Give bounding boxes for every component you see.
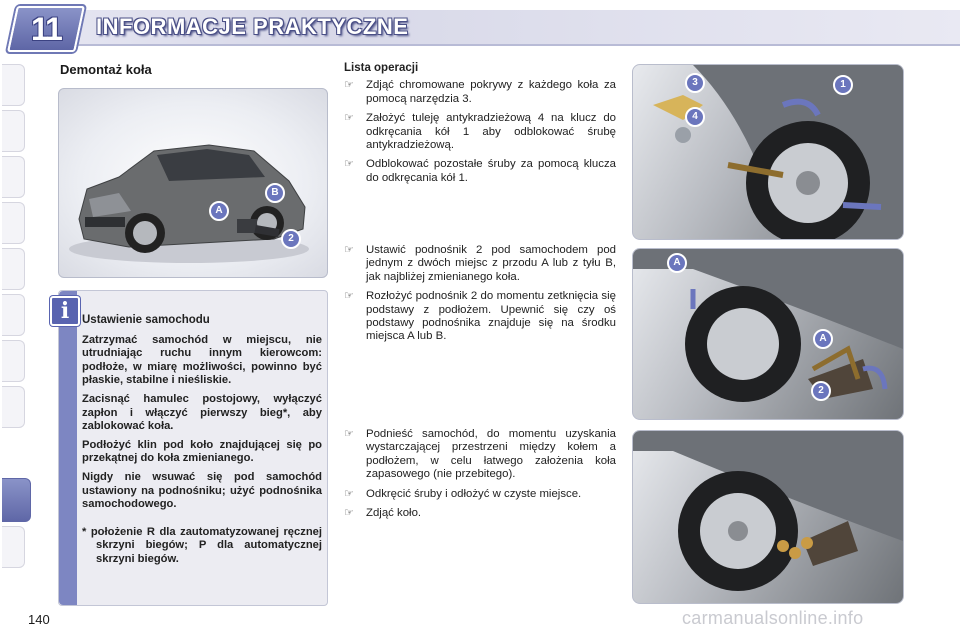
operation-step — [344, 488, 616, 501]
info-heading: Ustawienie samochodu — [82, 314, 210, 326]
chapter-tab[interactable] — [2, 110, 25, 152]
operation-text: Ustawić podnośnik 2 pod samochodem pod jednym z dwóch miejsc z przodu A lub z tyłu B, jak najbliżej zmienianego koła. — [366, 244, 616, 283]
chapter-tab-active[interactable] — [2, 478, 31, 522]
chapter-tab[interactable] — [2, 202, 25, 244]
chapter-tab[interactable] — [2, 64, 25, 106]
page-header — [0, 0, 960, 52]
car-drawing — [59, 89, 327, 277]
info-paragraph: Zacisnąć hamulec postojowy, wyłączyć zapłon i włączyć pierwszy bieg*, aby zablokować koła. — [82, 392, 322, 433]
jack-placement-photo — [632, 248, 904, 420]
page-number: 140 — [28, 612, 50, 627]
operation-text: Zdjąć koło. — [366, 507, 422, 520]
pointing-hand-icon: ☞ — [344, 428, 354, 440]
operations-group-2 — [344, 244, 616, 350]
info-paragraph: Podłożyć klin pod koło znajdującej się po przekątnej do koła zmienianego. — [82, 438, 322, 465]
jack-badge-2: 2 — [281, 229, 301, 249]
info-paragraph: Nigdy nie wsuwać się pod samochód ustawiony na podnośniku; użyć podnośnika samochodowego. — [82, 470, 322, 511]
chapter-tab[interactable] — [2, 294, 25, 336]
watermark: carmanualsonline.info — [682, 608, 864, 628]
tool-badge-4: 4 — [685, 107, 705, 127]
operation-step — [344, 79, 616, 106]
operation-step — [344, 290, 616, 344]
point-a-badge: A — [813, 329, 833, 349]
chapter-tab[interactable] — [2, 526, 25, 568]
operation-step — [344, 112, 616, 152]
operation-text: Odkręcić śruby i odłożyć w czyste miejsce. — [366, 487, 582, 500]
point-a-badge: A — [209, 201, 229, 221]
point-b-badge: B — [265, 183, 285, 203]
wheel-removal-drawing — [633, 431, 903, 603]
jack-badge-2: 2 — [811, 381, 831, 401]
wheel-tools-photo — [632, 64, 904, 240]
car-illustration — [58, 88, 328, 278]
pointing-hand-icon: ☞ — [344, 507, 354, 520]
operation-step — [344, 158, 616, 185]
pointing-hand-icon: ☞ — [344, 112, 354, 125]
operations-group-1 — [344, 62, 616, 191]
operations-title: Lista operacji — [344, 62, 419, 74]
pointing-hand-icon: ☞ — [344, 244, 354, 256]
operation-text: Odblokować pozostałe śruby za pomocą klucza do odkręcania kół 1. — [366, 158, 616, 184]
operation-step — [344, 244, 616, 284]
wheel-tools-drawing — [633, 65, 903, 239]
operation-step — [344, 507, 616, 520]
section-title: Demontaż koła — [60, 62, 152, 77]
chapter-tab[interactable] — [2, 340, 25, 382]
wheel-removal-photo — [632, 430, 904, 604]
tool-badge-3: 3 — [685, 73, 705, 93]
chapter-number-badge — [7, 6, 85, 52]
chapter-tab[interactable] — [2, 156, 25, 198]
info-footnote: * położenie R dla zautomatyzowanej ręcznej skrzyni biegów; P dla automatycznej skrzyni biegów. — [82, 525, 322, 565]
jack-placement-drawing — [633, 249, 903, 419]
pointing-hand-icon: ☞ — [344, 487, 354, 500]
info-strip — [59, 291, 77, 605]
info-content — [82, 314, 322, 572]
operation-text: Podnieść samochód, do momentu uzyskania wystarczającej przestrzeni między kołem a podłożem, w celu łatwego założenia koła zapasowego (nie przebitego). — [366, 428, 616, 481]
info-icon: i — [50, 296, 80, 326]
info-paragraph: Zatrzymać samochód w miejscu, nie utrudniając ruchu innym kierowcom: podłoże, w miarę możliwości, powinno być płaskie, stabilne i nieśliskie. — [82, 333, 322, 387]
tool-badge-1: 1 — [833, 75, 853, 95]
chapter-tabs — [0, 64, 38, 574]
point-a-badge: A — [667, 253, 687, 273]
pointing-hand-icon: ☞ — [344, 290, 354, 303]
operation-text: Zdjąć chromowane pokrywy z każdego koła za pomocą narzędzia 3. — [366, 79, 616, 105]
chapter-tab[interactable] — [2, 248, 25, 290]
operations-group-3 — [344, 428, 616, 526]
chapter-title: INFORMACJE PRAKTYCZNE — [96, 14, 409, 39]
chapter-number: 11 — [30, 11, 61, 47]
chapter-tab[interactable] — [2, 386, 25, 428]
operation-step — [344, 428, 616, 482]
pointing-hand-icon: ☞ — [344, 158, 354, 171]
operation-text: Rozłożyć podnośnik 2 do momentu zetknięcia się podstawy z podłożem. Upewnić się czy oś podstawy podnośnika znajduje się na środku miejsca A lub B. — [366, 290, 616, 343]
pointing-hand-icon: ☞ — [344, 79, 354, 92]
operation-text: Założyć tuleję antykradzieżową 4 na klucz do odkręcania kół 1 aby odblokować śrubę antykradzieżową. — [366, 112, 616, 152]
